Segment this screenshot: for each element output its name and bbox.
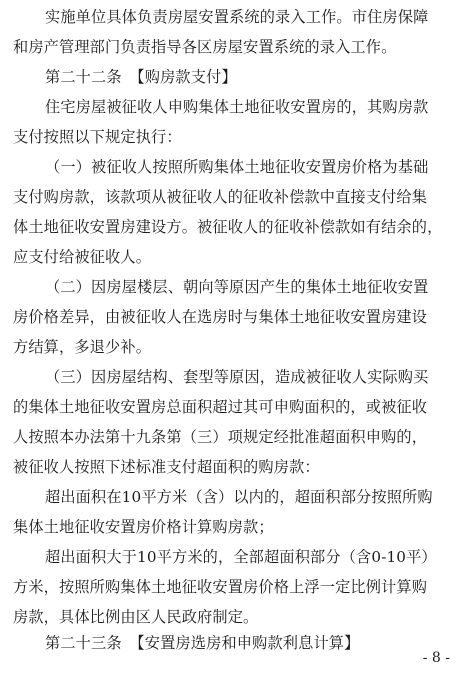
paragraph-line: （一）被征收人按照所购集体土地征收安置房价格为基础	[45, 158, 429, 176]
paragraph-line: 住宅房屋被征收人申购集体土地征收安置房的，其购房款	[45, 98, 429, 116]
paragraph-line: 方米，按照所购集体土地征收安置房价格上浮一定比例计算购	[13, 578, 428, 596]
paragraph-line: 支付购房款，该款项从被征收人的征收补偿款中直接支付给集	[13, 188, 428, 206]
paragraph-line: 方结算，多退少补。	[13, 338, 152, 356]
paragraph-line: 超出面积大于10平方米的，全部超面积部分（含0-10平）	[45, 548, 437, 566]
paragraph-line: 应支付给被征收人。	[13, 248, 152, 266]
paragraph-line: 超出面积在10平方米（含）以内的，超面积部分按照所购	[45, 488, 433, 506]
paragraph-line: 实施单位具体负责房屋安置系统的录入工作。市住房保障	[45, 8, 429, 26]
paragraph-line: （三）因房屋结构、套型等原因，造成被征收人实际购买	[45, 368, 429, 386]
paragraph-line: 集体土地征收安置房价格计算购房款；	[13, 518, 274, 536]
paragraph-line: 房款，具体比例由区人民政府制定。	[13, 608, 259, 626]
paragraph-line: 和房产管理部门负责指导各区房屋安置系统的录入工作。	[13, 38, 397, 56]
paragraph-line: 被征收人按照下述标准支付超面积的购房款：	[13, 458, 320, 476]
paragraph-line: 房价格差异，由被征收人在选房时与集体土地征收安置房建设	[13, 308, 428, 326]
article-heading: 第二十二条 【购房款支付】	[45, 68, 237, 86]
paragraph-line: 支付按照以下规定执行：	[13, 128, 182, 146]
paragraph-line: （二）因房屋楼层、朝向等原因产生的集体土地征收安置	[45, 278, 429, 296]
page-number: - 8 -	[422, 650, 450, 666]
paragraph-line: 体土地征收安置房建设方。被征收人的征收补偿款如有结余的，	[13, 218, 443, 236]
paragraph-line: 人按照本办法第十九条第（三）项规定经批准超面积申购的，	[13, 428, 428, 446]
article-heading: 第二十三条 【安置房选房和申购款利息计算】	[45, 634, 360, 652]
paragraph-line: 的集体土地征收安置房总面积超过其可申购面积的，或被征收	[13, 398, 428, 416]
